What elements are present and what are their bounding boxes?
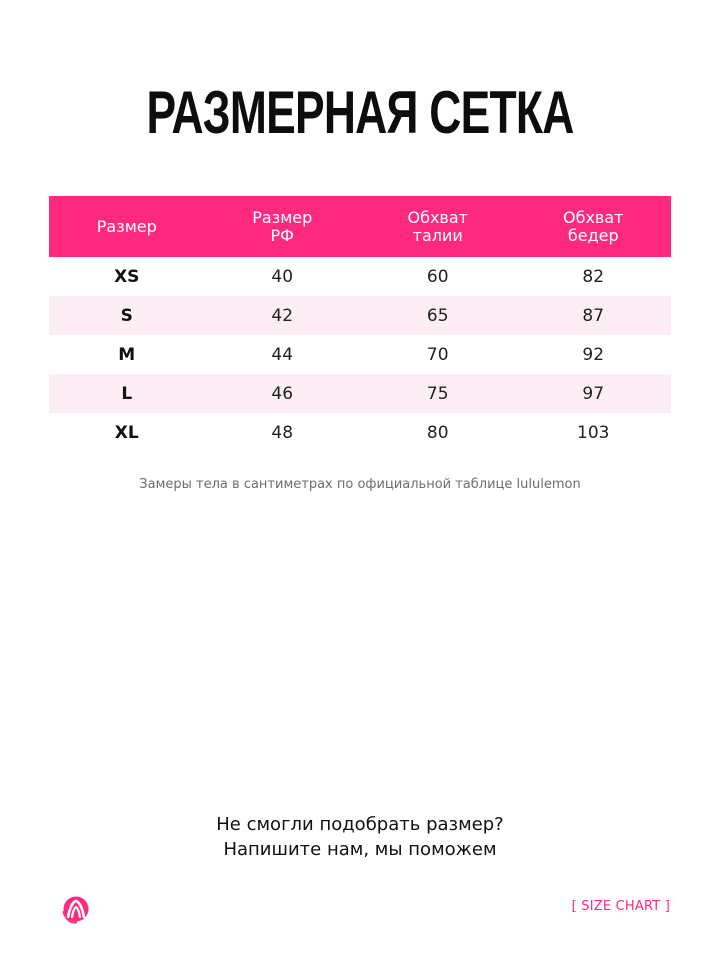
help-line-1: Не смогли подобрать размер? <box>216 814 504 835</box>
cell-size: XL <box>114 422 139 443</box>
table-row <box>49 374 671 413</box>
table-row <box>49 335 671 374</box>
cell-size: M <box>118 344 136 365</box>
cell-hips: 87 <box>582 305 605 326</box>
table-header <box>49 196 671 257</box>
cell-waist: 65 <box>426 305 449 326</box>
cell-rf: 40 <box>271 266 294 287</box>
table-row <box>49 413 671 452</box>
size-chart-label: [ SIZE CHART ] <box>571 899 670 914</box>
table-row <box>49 296 671 335</box>
cell-waist: 80 <box>426 422 449 443</box>
cell-hips: 82 <box>582 266 605 287</box>
help-line-2: Напишите нам, мы поможем <box>223 839 497 860</box>
cell-hips: 92 <box>582 344 605 365</box>
brand-logo-icon <box>60 893 92 925</box>
brand-logo-icon-svg <box>60 893 92 925</box>
cell-size: S <box>120 305 133 326</box>
header-waist: Обхват талии <box>407 207 468 245</box>
cell-waist: 70 <box>426 344 449 365</box>
cell-hips: 97 <box>582 383 605 404</box>
size-table <box>49 196 671 452</box>
cell-rf: 48 <box>271 422 294 443</box>
header-hips: Обхват бедер <box>563 207 624 245</box>
cell-waist: 75 <box>426 383 449 404</box>
cell-hips: 103 <box>577 422 610 443</box>
cell-rf: 42 <box>271 305 294 326</box>
cell-waist: 60 <box>426 266 449 287</box>
page-title: РАЗМЕРНАЯ СЕТКА <box>146 79 574 146</box>
cell-size: XS <box>114 266 140 287</box>
cell-rf: 44 <box>271 344 294 365</box>
cell-rf: 46 <box>271 383 294 404</box>
measurement-note: Замеры тела в сантиметрах по официальной таблице lululemon <box>139 477 581 492</box>
table-row <box>49 257 671 296</box>
header-rf-size: Размер РФ <box>252 207 313 245</box>
header-size: Размер <box>96 216 157 236</box>
cell-size: L <box>121 383 133 404</box>
help-message <box>0 812 720 862</box>
